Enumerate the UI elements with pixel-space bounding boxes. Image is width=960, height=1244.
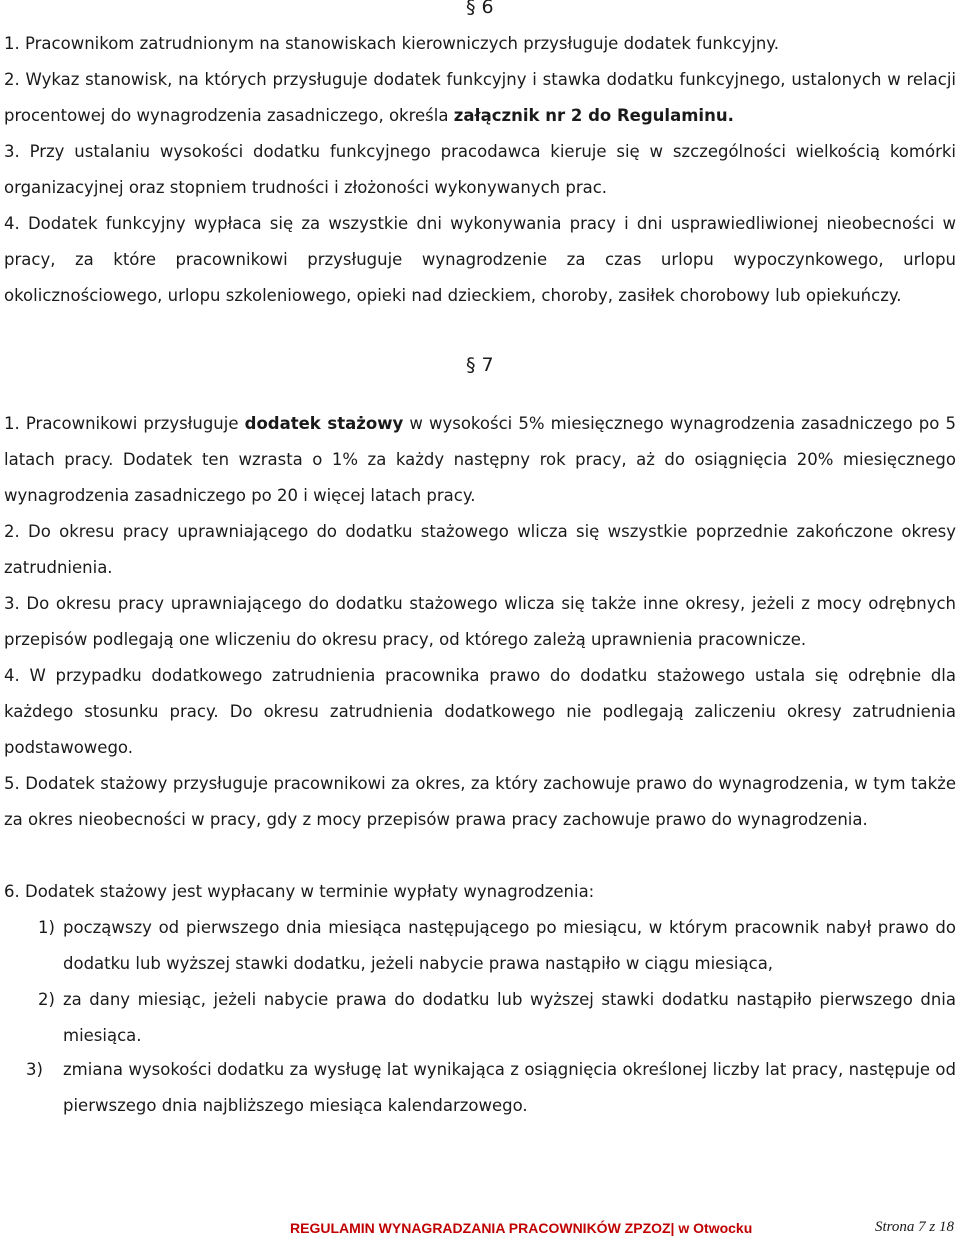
paragraph-text: 1. Pracownikowi przysługuje	[4, 414, 245, 433]
list-item	[38, 910, 956, 982]
section-7-paragraph-4: 4. W przypadku dodatkowego zatrudnienia pracownika prawo do dodatku stażowego ustala się odrębnie dla każdego stosunku pracy. Do okresu zatrudnienia dodatkowego nie podlegają zaliczeniu okresy zatrudnienia podstawowego.	[4, 666, 956, 757]
paragraph-text: 2. Wykaz stanowisk, na których przysługuje dodatek funkcyjny i stawka dodatku funkcyjnego, ustalonych w relacji procentowej do wynagrodzenia zasadniczego, określa	[4, 70, 956, 125]
list-item-text: zmiana wysokości dodatku za wysługę lat wynikająca z osiągnięcia określonej liczby lat pracy, następuje od pierwszego dnia najbliższego miesiąca kalendarzowego.	[63, 1060, 956, 1115]
footer-page-number: Strona 7 z 18	[874, 1219, 954, 1235]
list-item-text: za dany miesiąc, jeżeli nabycie prawa do dodatku lub wyższej stawki dodatku nastąpiło pierwszego dnia miesiąca.	[63, 990, 956, 1045]
section-6-heading: § 6	[466, 0, 494, 18]
annex-reference: załącznik nr 2 do Regulaminu.	[453, 106, 734, 125]
list-item	[38, 982, 956, 1054]
section-7-paragraph-5: 5. Dodatek stażowy przysługuje pracownikowi za okres, za który zachowuje prawo do wynagrodzenia, w tym także za okres nieobecności w pracy, gdy z mocy przepisów prawa pracy zachowuje prawo do wynagrodzenia.	[4, 774, 956, 829]
list-item-text: począwszy od pierwszego dnia miesiąca następującego po miesiącu, w którym pracownik nabył prawo do dodatku lub wyższej stawki dodatku, jeżeli nabycie prawa nastąpiło w ciągu miesiąca,	[63, 918, 956, 973]
list-item-number: 2)	[38, 990, 55, 1009]
list-item-number: 1)	[38, 918, 55, 937]
section-7-paragraph-2: 2. Do okresu pracy uprawniającego do dodatku stażowego wlicza się wszystkie poprzednie zakończone okresy zatrudnienia.	[4, 522, 956, 577]
paragraph-text: w wysokości 5% miesięcznego wynagrodzenia zasadniczego po 5 latach pracy. Dodatek ten wzrasta o 1% za każdy następny rok pracy, aż do osiągnięcia 20% miesięcznego wynagrodzenia zasadniczego po 20 i więcej latach pracy.	[4, 414, 957, 505]
bold-term: dodatek stażowy	[244, 414, 404, 433]
list-item-number: 3)	[26, 1060, 43, 1079]
section-6-paragraph-4: 4. Dodatek funkcyjny wypłaca się za wszystkie dni wykonywania pracy i dni usprawiedliwionej nieobecności w pracy, za które pracownikowi przysługuje wynagrodzenie za czas urlopu wypoczynkowego, urlopu okolicznościowego, urlopu szkoleniowego, opieki nad dzieckiem, choroby, zasiłek chorobowy lub opiekuńczy.	[4, 214, 956, 305]
section-7-paragraph-6: 6. Dodatek stażowy jest wypłacany w terminie wypłaty wynagrodzenia:	[4, 882, 595, 901]
section-7-heading: § 7	[466, 354, 494, 376]
footer-title: REGULAMIN WYNAGRADZANIA PRACOWNIKÓW ZPZOZ| w Otwocku	[290, 1220, 753, 1236]
section-6-paragraph-2	[4, 62, 956, 134]
section-7-paragraph-3: 3. Do okresu pracy uprawniającego do dodatku stażowego wlicza się także inne okresy, jeżeli z mocy odrębnych przepisów podlegają one wliczeniu do okresu pracy, od którego zależą uprawnienia pracownicze.	[4, 594, 956, 649]
list-item	[26, 1052, 956, 1124]
section-7-paragraph-1	[4, 406, 956, 514]
section-6-paragraph-1: 1. Pracownikom zatrudnionym na stanowiskach kierowniczych przysługuje dodatek funkcyjny.	[4, 34, 779, 53]
section-6-paragraph-3: 3. Przy ustalaniu wysokości dodatku funkcyjnego pracodawca kieruje się w szczególności wielkością komórki organizacyjnej oraz stopniem trudności i złożoności wykonywanych prac.	[4, 142, 956, 197]
